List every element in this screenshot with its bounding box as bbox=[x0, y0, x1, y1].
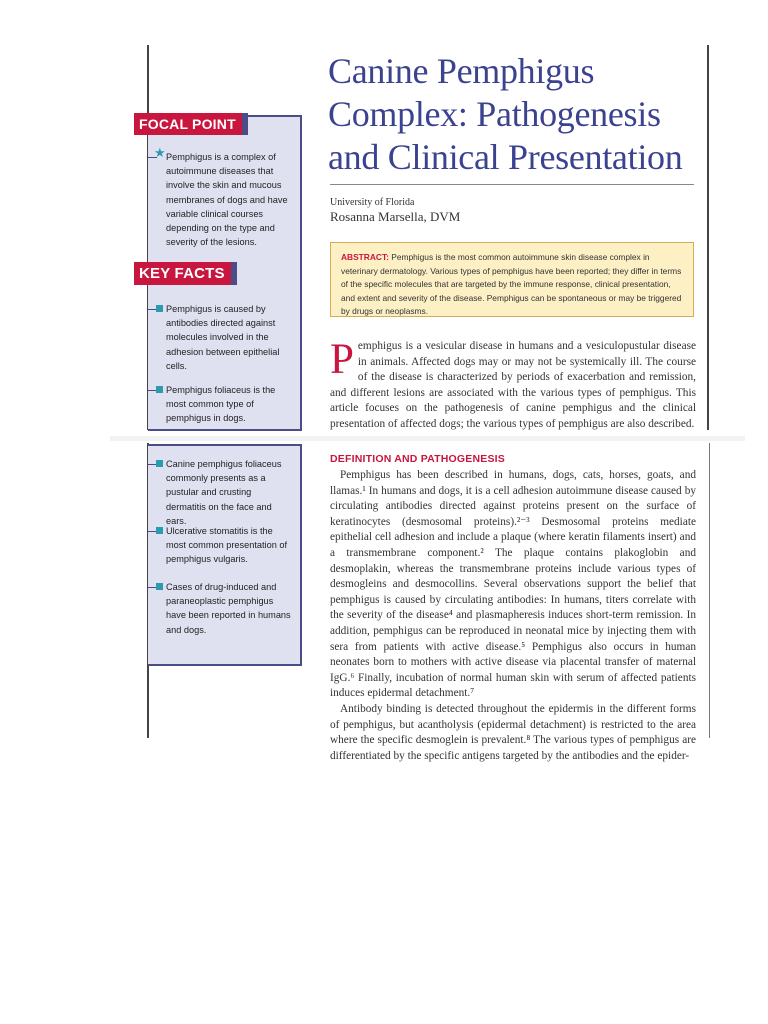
section-heading: DEFINITION AND PATHOGENESIS bbox=[330, 453, 505, 465]
body-text bbox=[330, 468, 696, 764]
page-right-rule-lower bbox=[709, 443, 710, 738]
article-title: Canine Pemphigus Complex: Pathogenesis and Clinical Presentation bbox=[328, 51, 683, 177]
page-divider bbox=[110, 436, 745, 441]
square-bullet-icon bbox=[156, 583, 163, 590]
drop-cap: P bbox=[330, 336, 354, 383]
key-fact-text: Pemphigus is caused by antibodies directed against molecules involved in the adhesion between epithelial cells. bbox=[166, 304, 280, 371]
square-bullet-icon bbox=[156, 386, 163, 393]
key-fact-item bbox=[148, 580, 298, 640]
author-name: Rosanna Marsella, DVM bbox=[330, 209, 461, 224]
key-fact-item bbox=[148, 524, 298, 569]
abstract-text: Pemphigus is the most common autoimmune skin disease complex in veterinary dermatology. Various types of pemphigus have been reported; they differ in terms of the specific molecules that are targeted by the immune response, clinical presentation, and extent and severity of the disease. Pemphigus can be spontaneous or may be triggered by drugs or neoplasms. bbox=[341, 252, 682, 316]
title-rule bbox=[330, 184, 694, 185]
author-affiliation: University of Florida bbox=[330, 197, 415, 208]
key-fact-item bbox=[148, 383, 298, 428]
abstract-heading: ABSTRACT: bbox=[341, 252, 389, 262]
square-bullet-icon bbox=[156, 305, 163, 312]
key-fact-text: Cases of drug-induced and paraneoplastic pemphigus have been reported in humans and dogs. bbox=[166, 582, 291, 635]
body-paragraph: Pemphigus has been described in humans, dogs, cats, horses, goats, and llamas.¹ In humans and dogs, it is a cell adhesion autoimmune disease caused by circulating antibodies directed against proteins present on the surface of keratinocytes (desmosomal proteins).²⁻³ Desmosomal proteins mediate epithelial cell adhesion and include a plaque (where keratin filaments insert) and a transmembrane component.² The plaque contains plakoglobin and desmoplakin, whereas the transmembrane proteins include various types of desmogleins and desmocollins. Several observations support the belief that pemphigus is caused by circulating antibodies: In humans, titers correlate with the severity of the disease⁴ and plasmapheresis induces short-term remission. In addition, pemphigus can be reproduced in neonatal mice by injecting them with sera from patients with active disease.⁵ Pemphigus also occurs in human neonates born to mothers with active disease via placental transfer of maternal IgG.⁶ Finally, incubation of normal human skin with serum of affected patients induces epidermal detachment.⁷ bbox=[330, 469, 696, 700]
key-facts-label: KEY FACTS bbox=[134, 262, 231, 285]
star-icon: ★ bbox=[154, 146, 166, 161]
intro-paragraph bbox=[330, 336, 696, 432]
intro-text: emphigus is a vesicular disease in humans and a vesiculopustular disease in animals. Affected dogs may or may not be systemically ill. The course of the disease is characterized by periods of exacerbation and remission, and different lesions are associated with the various types of pemphigus. This article focuses on the pathogenesis of canine pemphigus and the clinical presentation of affected dogs; the various types of pemphigus are also described. bbox=[330, 340, 696, 430]
key-fact-text: Canine pemphigus foliaceus commonly presents as a pustular and crusting dermatitis on the face and ears. bbox=[166, 459, 282, 526]
focal-point-text: Pemphigus is a complex of autoimmune diseases that involve the skin and mucous membranes of dogs and have variable clinical courses depending on the type and severity of the lesions. bbox=[166, 152, 288, 248]
key-fact-item bbox=[148, 457, 298, 526]
abstract-box bbox=[330, 242, 694, 317]
key-fact-item bbox=[148, 302, 298, 371]
key-fact-text: Ulcerative stomatitis is the most common presentation of pemphigus vulgaris. bbox=[166, 526, 288, 565]
key-fact-text: Pemphigus foliaceus is the most common type of pemphigus in dogs. bbox=[166, 385, 276, 424]
body-paragraph: Antibody binding is detected throughout the epidermis in the different forms of pemphigus, but acantholysis (epidermal detachment) is restricted to the area where the specific desmoglein is prevalent.⁸ The various types of pemphigus are differentiated by the specific antigens targeted by the antibodies and the epider- bbox=[330, 702, 696, 762]
focal-point-label: FOCAL POINT bbox=[134, 113, 242, 135]
square-bullet-icon bbox=[156, 527, 163, 534]
square-bullet-icon bbox=[156, 460, 163, 467]
focal-point-item bbox=[148, 146, 298, 250]
